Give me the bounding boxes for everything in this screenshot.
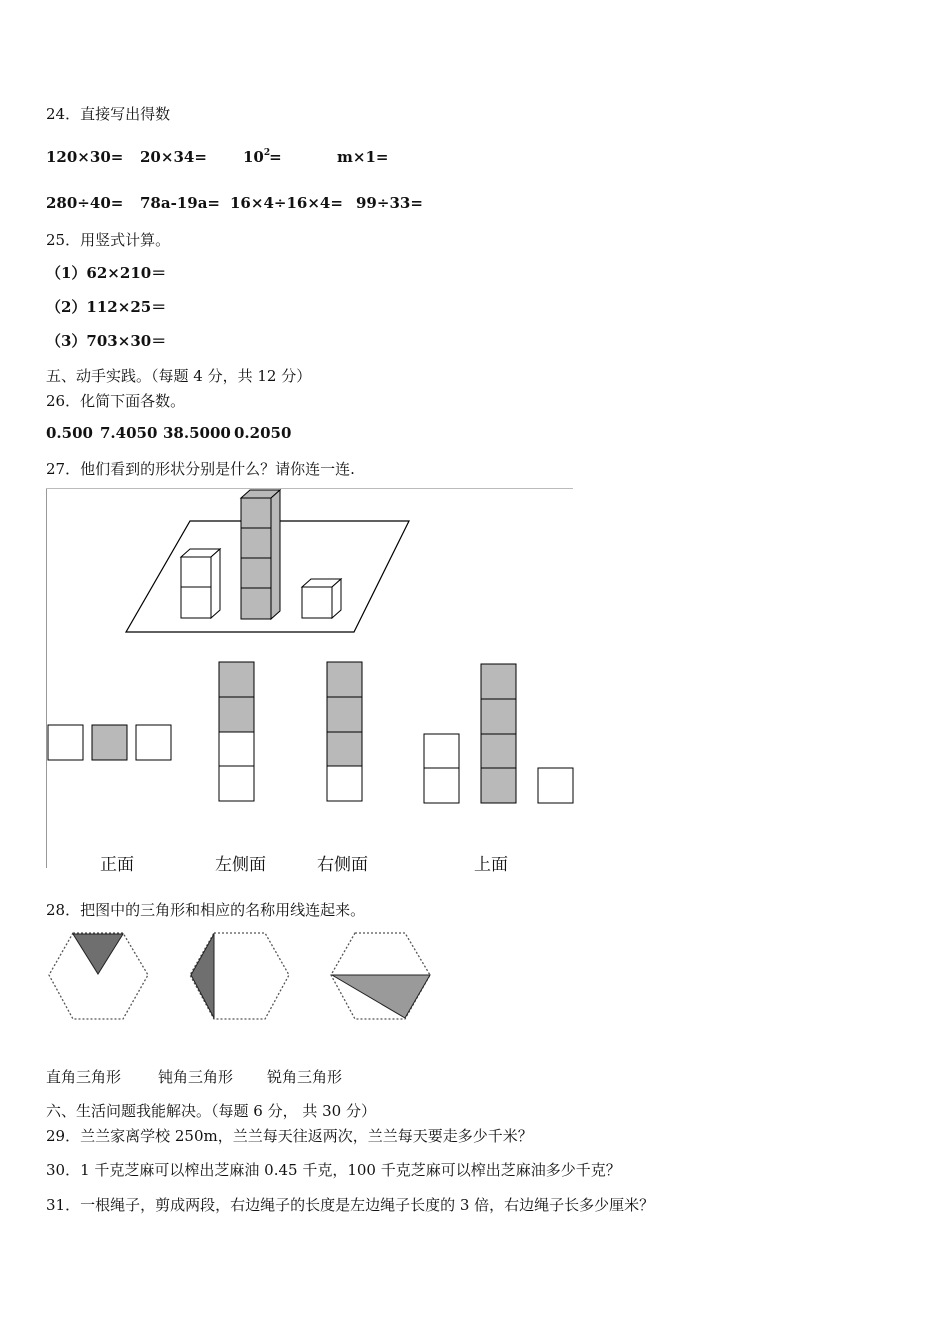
label-right-side: 右侧面: [317, 855, 368, 875]
section6-heading: 六、生活问题我能解决。（每题 6 分， 共 30 分）: [46, 1102, 376, 1120]
expr-120x30: 120×30=: [46, 148, 124, 166]
label-front: 正面: [100, 855, 134, 875]
q24-title: 24．直接写出得数: [46, 105, 171, 123]
expr-99div33: 99÷33=: [356, 194, 423, 212]
label-top: 上面: [474, 855, 508, 875]
q27-title: 27．他们看到的形状分别是什么？请你连一连.: [46, 460, 355, 478]
hexagon-1: [49, 933, 148, 1019]
cube-stack-middle: [241, 490, 280, 619]
expr-20x34: 20×34=: [140, 148, 207, 166]
name-right-triangle: 直角三角形: [46, 1068, 122, 1086]
cube-stack-left: [181, 549, 220, 618]
section5-heading: 五、动手实践。（每题 4 分，共 12 分）: [46, 367, 312, 385]
label-left-side: 左侧面: [215, 855, 266, 875]
expr-78a-19a: 78a-19a=: [140, 194, 220, 212]
name-acute-triangle: 锐角三角形: [267, 1068, 343, 1086]
q25-item-3: （3）703×30＝: [46, 332, 167, 350]
q31-text: 31．一根绳子，剪成两段，右边绳子的长度是左边绳子长度的 3 倍，右边绳子长多少厘米？: [46, 1196, 655, 1214]
q25-title: 25．用竖式计算。: [46, 231, 171, 249]
q26-title: 26．化简下面各数。: [46, 392, 186, 410]
expr-280div40: 280÷40=: [46, 194, 124, 212]
view-top: [424, 664, 573, 803]
name-obtuse-triangle: 钝角三角形: [158, 1068, 234, 1086]
view-front: [48, 725, 171, 760]
q30-text: 30．1 千克芝麻可以榨出芝麻油 0.45 千克，100 千克芝麻可以榨出芝麻油多少千克？: [46, 1161, 621, 1179]
expr-16x4div16x4: 16×4÷16×4=: [230, 194, 343, 212]
q28-title: 28．把图中的三角形和相应的名称用线连起来。: [46, 901, 366, 919]
hexagon-2: [190, 933, 289, 1019]
number-3: 38.5000: [163, 424, 231, 442]
expr-mx1: m×1=: [337, 148, 389, 166]
q25-item-2: （2）112×25＝: [46, 298, 167, 316]
number-1: 0.500: [46, 424, 93, 442]
number-4: 0.2050: [234, 424, 292, 442]
hexagon-3: [331, 933, 430, 1019]
cube-single-right: [302, 579, 341, 618]
view-right: [327, 662, 362, 801]
q29-text: 29．兰兰家离学校 250m，兰兰每天往返两次，兰兰每天要走多少千米？: [46, 1127, 533, 1145]
expr-10-squared: 10 2 =: [243, 148, 282, 166]
q25-item-1: （1）62×210＝: [46, 264, 167, 282]
number-2: 7.4050: [100, 424, 158, 442]
view-left: [219, 662, 254, 801]
